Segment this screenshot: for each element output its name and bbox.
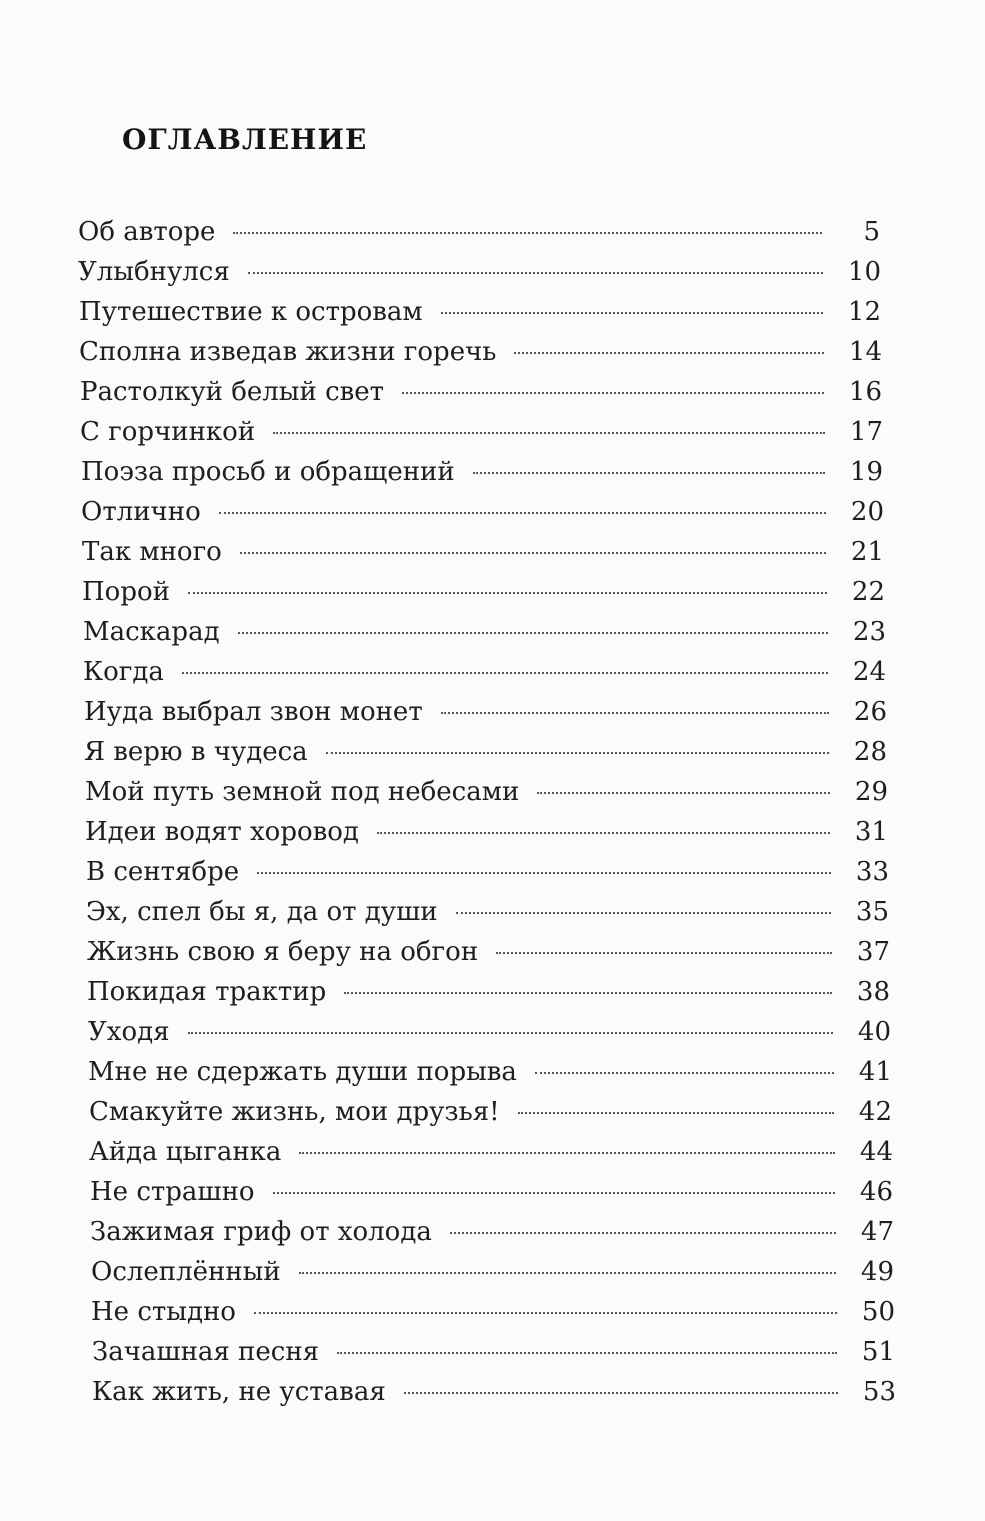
toc-dot-leader [254,1312,837,1314]
toc-entry-title: Маскарад [83,617,220,647]
toc-entry-title: Растолкуй белый свет [80,377,385,407]
toc-page-number: 42 [858,1097,892,1127]
toc-dot-leader [240,552,826,554]
toc-entry-title: Эх, спел бы я, да от души [86,897,438,927]
toc-page-number: 44 [859,1137,893,1167]
toc-page-number: 28 [853,737,887,767]
toc-entry [87,972,890,1012]
toc-dot-leader [188,592,827,594]
toc-entry [82,532,884,572]
toc-entry [83,612,886,652]
toc-entry-title: Покидая трактир [87,977,327,1007]
toc-entry [84,692,887,732]
toc-entry-title: Идеи водят хоровод [85,817,359,847]
toc-entry-title: Иуда выбрал звон монет [84,697,423,727]
toc-entry-title: Когда [83,657,164,687]
toc-entry [89,1092,892,1132]
toc-page-number: 31 [854,817,888,847]
toc-dot-leader [537,792,830,794]
toc-entry [78,252,881,292]
toc-entry-title: Уходя [88,1017,170,1047]
toc-entry [80,412,883,452]
toc-entry-title: Об авторе [78,217,216,247]
toc-dot-leader [182,672,828,674]
toc-dot-leader [326,752,829,754]
toc-entry-title: Сполна изведав жизни горечь [79,337,497,367]
toc-page-number: 49 [860,1257,894,1287]
toc-entry [80,372,882,412]
toc-dot-leader [404,1392,838,1394]
toc-page-number: 22 [851,577,885,607]
toc-dot-leader [238,632,828,634]
toc-entry-title: Смакуйте жизнь, мои друзья! [89,1097,500,1127]
toc-entry [90,1172,893,1212]
toc-entry [88,1012,891,1052]
toc-entry-title: Ослеплённый [91,1257,281,1287]
toc-page-number: 51 [861,1337,895,1367]
toc-entry [87,932,890,972]
toc-page-number: 24 [852,657,886,687]
toc-page-number: 41 [858,1057,892,1087]
toc-page-number: 5 [863,217,880,247]
toc-page-number: 37 [856,937,890,967]
toc-page-number: 12 [847,297,881,327]
toc-page-number: 20 [850,497,884,527]
toc-dot-leader [473,472,825,474]
toc-entry [83,652,886,692]
toc-entry-title: Отлично [81,497,201,527]
toc-entry-title: Жизнь свою я беру на обгон [87,937,479,967]
toc-entry [79,332,882,372]
toc-page-number: 10 [847,257,881,287]
toc-dot-leader [441,712,829,714]
toc-dot-leader [402,392,824,394]
toc-entry-title: Мне не сдержать души порыва [88,1057,517,1087]
toc-page-number: 53 [862,1377,896,1407]
toc-page-number: 38 [856,977,890,1007]
toc-dot-leader [299,1152,835,1154]
toc-page-number: 26 [853,697,887,727]
toc-dot-leader [248,272,823,274]
toc-page-number: 23 [852,617,886,647]
toc-entry-title: Улыбнулся [78,257,230,287]
toc-page-number: 29 [854,777,888,807]
toc-entry-title: В сентябре [86,857,240,887]
toc-dot-leader [450,1232,836,1234]
toc-dot-leader [518,1112,834,1114]
toc-entry-title: С горчинкой [80,417,256,447]
toc-dot-leader [233,232,822,234]
toc-page-number: 14 [848,337,882,367]
toc-entry [92,1332,895,1372]
toc-page-number: 47 [860,1217,894,1247]
toc-entry [81,452,883,492]
toc-dot-leader [273,432,825,434]
toc-page-number: 40 [857,1017,891,1047]
toc-entry [88,1052,892,1092]
toc-entry [79,292,881,332]
toc-entry [81,492,884,532]
toc-entry-title: Мой путь земной под небесами [85,777,520,807]
toc-entry [85,812,888,852]
toc-dot-leader [219,512,826,514]
toc-entry-title: Не страшно [90,1177,255,1207]
toc-page-number: 19 [849,457,883,487]
toc-page-number: 33 [855,857,889,887]
toc-page-number: 21 [850,537,884,567]
toc-entry [78,212,880,252]
toc-page-number: 50 [861,1297,895,1327]
toc-entry [91,1292,895,1332]
toc-page-number: 46 [859,1177,893,1207]
toc-dot-leader [273,1192,835,1194]
toc-entry-title: Айда цыганка [89,1137,282,1167]
toc-entry [91,1252,894,1292]
toc-entry [92,1372,896,1412]
toc-entry-title: Как жить, не уставая [92,1377,386,1407]
toc-page-number: 17 [849,417,883,447]
toc-dot-leader [441,312,823,314]
toc-entry [85,772,888,812]
toc-entry-title: Так много [82,537,222,567]
toc-dot-leader [344,992,832,994]
toc-entry-title: Зачашная песня [92,1337,320,1367]
toc-entry-title: Поэза просьб и обращений [81,457,455,487]
toc-entry-title: Путешествие к островам [79,297,423,327]
toc-dot-leader [514,352,824,354]
toc-dot-leader [377,832,830,834]
toc-entry [89,1132,893,1172]
toc-entry-title: Порой [82,577,170,607]
toc-entry [82,572,885,612]
toc-dot-leader [496,952,832,954]
toc-dot-leader [535,1072,834,1074]
toc-dot-leader [299,1272,836,1274]
toc-page-number: 35 [855,897,889,927]
toc-dot-leader [257,872,831,874]
toc-entry [86,892,889,932]
toc-entry-title: Я верю в чудеса [84,737,308,767]
toc-entry-title: Не стыдно [91,1297,236,1327]
toc-entry-title: Зажимая гриф от холода [90,1217,432,1247]
toc-entry [84,732,887,772]
toc-entry [90,1212,894,1252]
toc-dot-leader [456,912,831,914]
toc-page-number: 16 [848,377,882,407]
toc-dot-leader [188,1032,833,1034]
toc-dot-leader [337,1352,837,1354]
page-title: оглавление [122,112,368,159]
toc-entry [86,852,889,892]
